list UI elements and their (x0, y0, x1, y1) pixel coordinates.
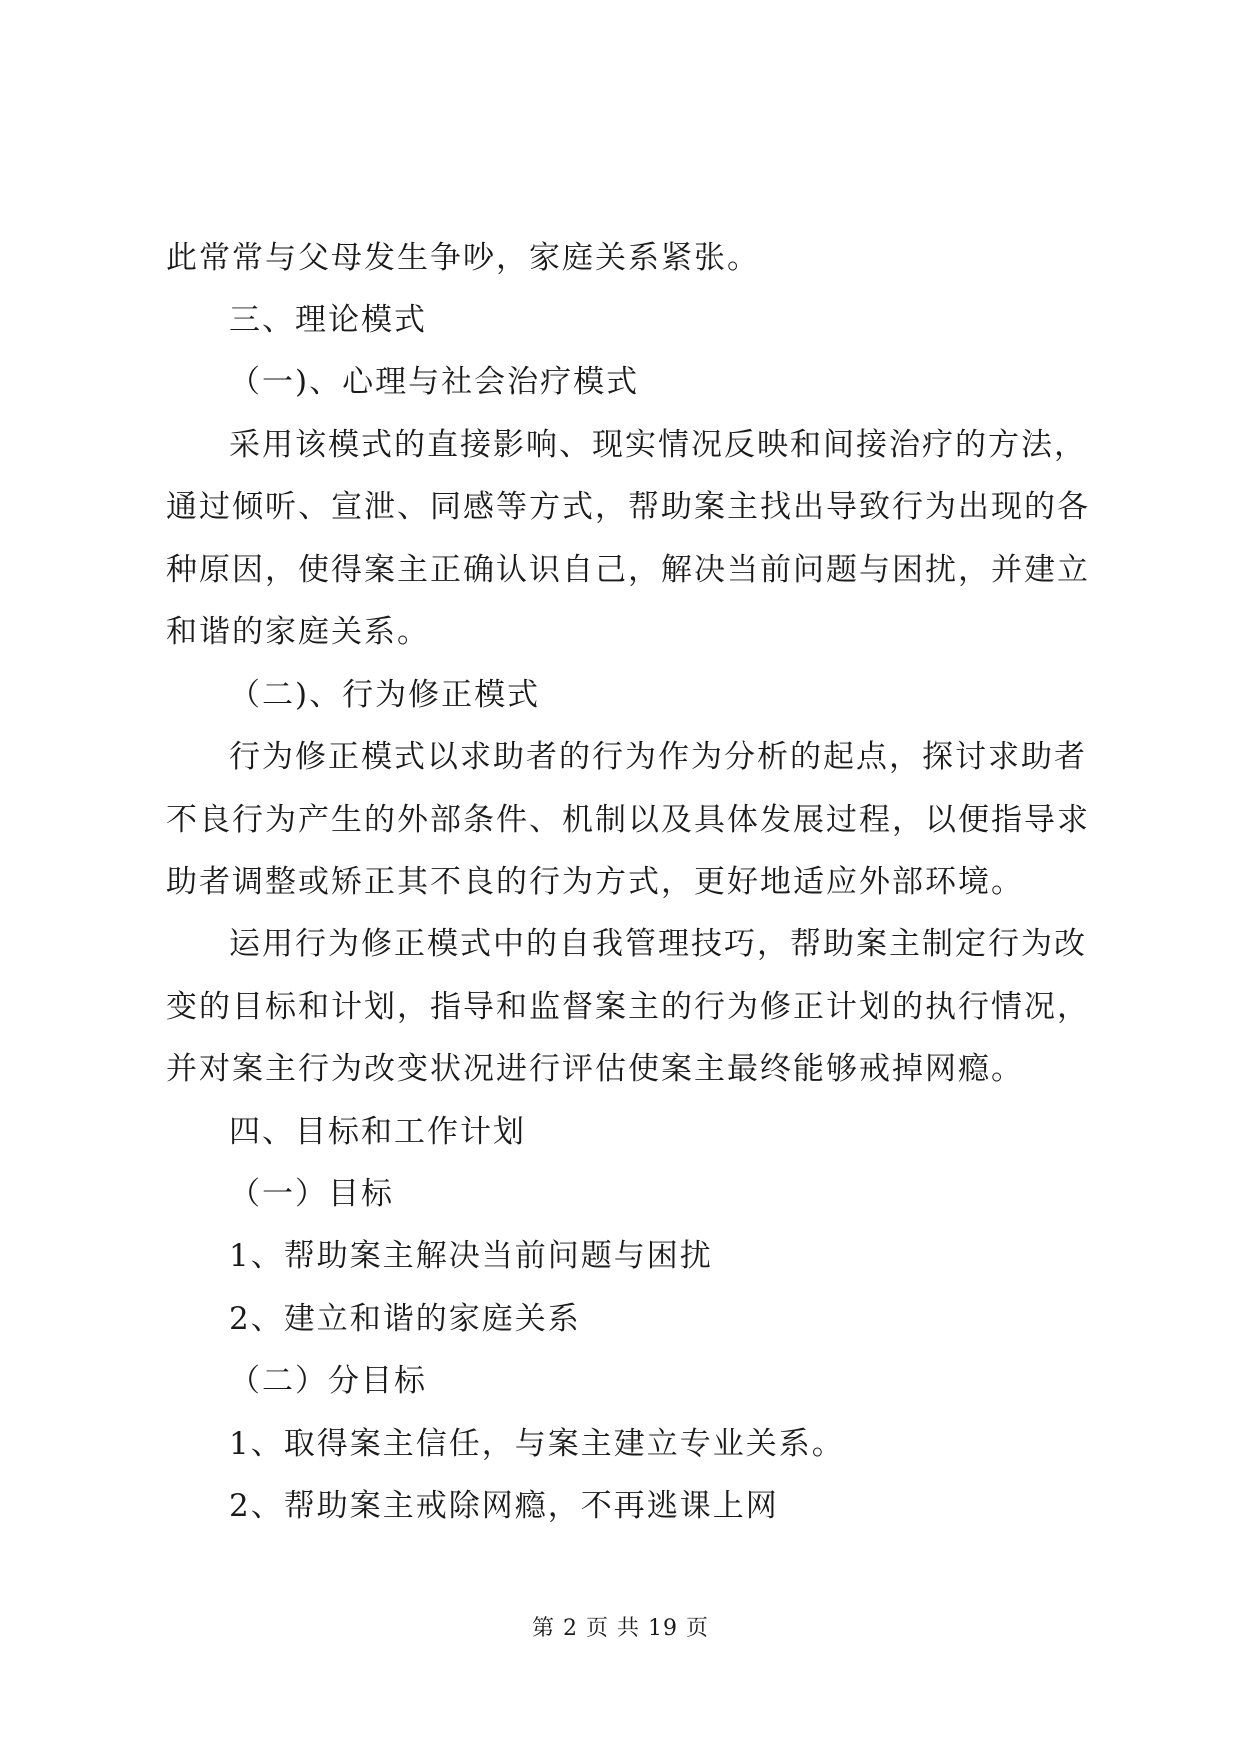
text-line: 运用行为修正模式中的自我管理技巧，帮助案主制定行为改 (229, 926, 1087, 962)
subsection-heading: （二)、行为修正模式 (229, 677, 541, 713)
list-item: 2、建立和谐的家庭关系 (229, 1301, 581, 1337)
text-line: 行为修正模式以求助者的行为作为分析的起点，探讨求助者 (229, 739, 1087, 775)
text-line: 此常常与父母发生争吵，家庭关系紧张。 (166, 240, 760, 276)
section-heading: 四、目标和工作计划 (229, 1114, 526, 1150)
list-item: 2、帮助案主戒除网瘾，不再逃课上网 (229, 1488, 779, 1524)
subsection-heading: （一）目标 (229, 1176, 394, 1212)
text-line: 和谐的家庭关系。 (166, 614, 430, 650)
text-line: 助者调整或矫正其不良的行为方式，更好地适应外部环境。 (166, 864, 1024, 900)
text-line: 种原因，使得案主正确认识自己，解决当前问题与困扰，并建立 (166, 552, 1090, 588)
text-line: 采用该模式的直接影响、现实情况反映和间接治疗的方法， (229, 427, 1087, 463)
text-line: 并对案主行为改变状况进行评估使案主最终能够戒掉网瘾。 (166, 1051, 1024, 1087)
page-number-footer: 第 2 页 共 19 页 (532, 1616, 709, 1641)
list-item: 1、取得案主信任，与案主建立专业关系。 (229, 1426, 845, 1462)
text-line: 不良行为产生的外部条件、机制以及具体发展过程，以便指导求 (166, 802, 1090, 838)
subsection-heading: （二）分目标 (229, 1363, 427, 1399)
text-line: 通过倾听、宣泄、同感等方式，帮助案主找出导致行为出现的各 (166, 489, 1090, 525)
subsection-heading: （一)、心理与社会治疗模式 (229, 364, 640, 400)
section-heading: 三、理论模式 (229, 302, 427, 338)
list-item: 1、帮助案主解决当前问题与困扰 (229, 1238, 713, 1274)
text-line: 变的目标和计划，指导和监督案主的行为修正计划的执行情况， (166, 989, 1090, 1025)
